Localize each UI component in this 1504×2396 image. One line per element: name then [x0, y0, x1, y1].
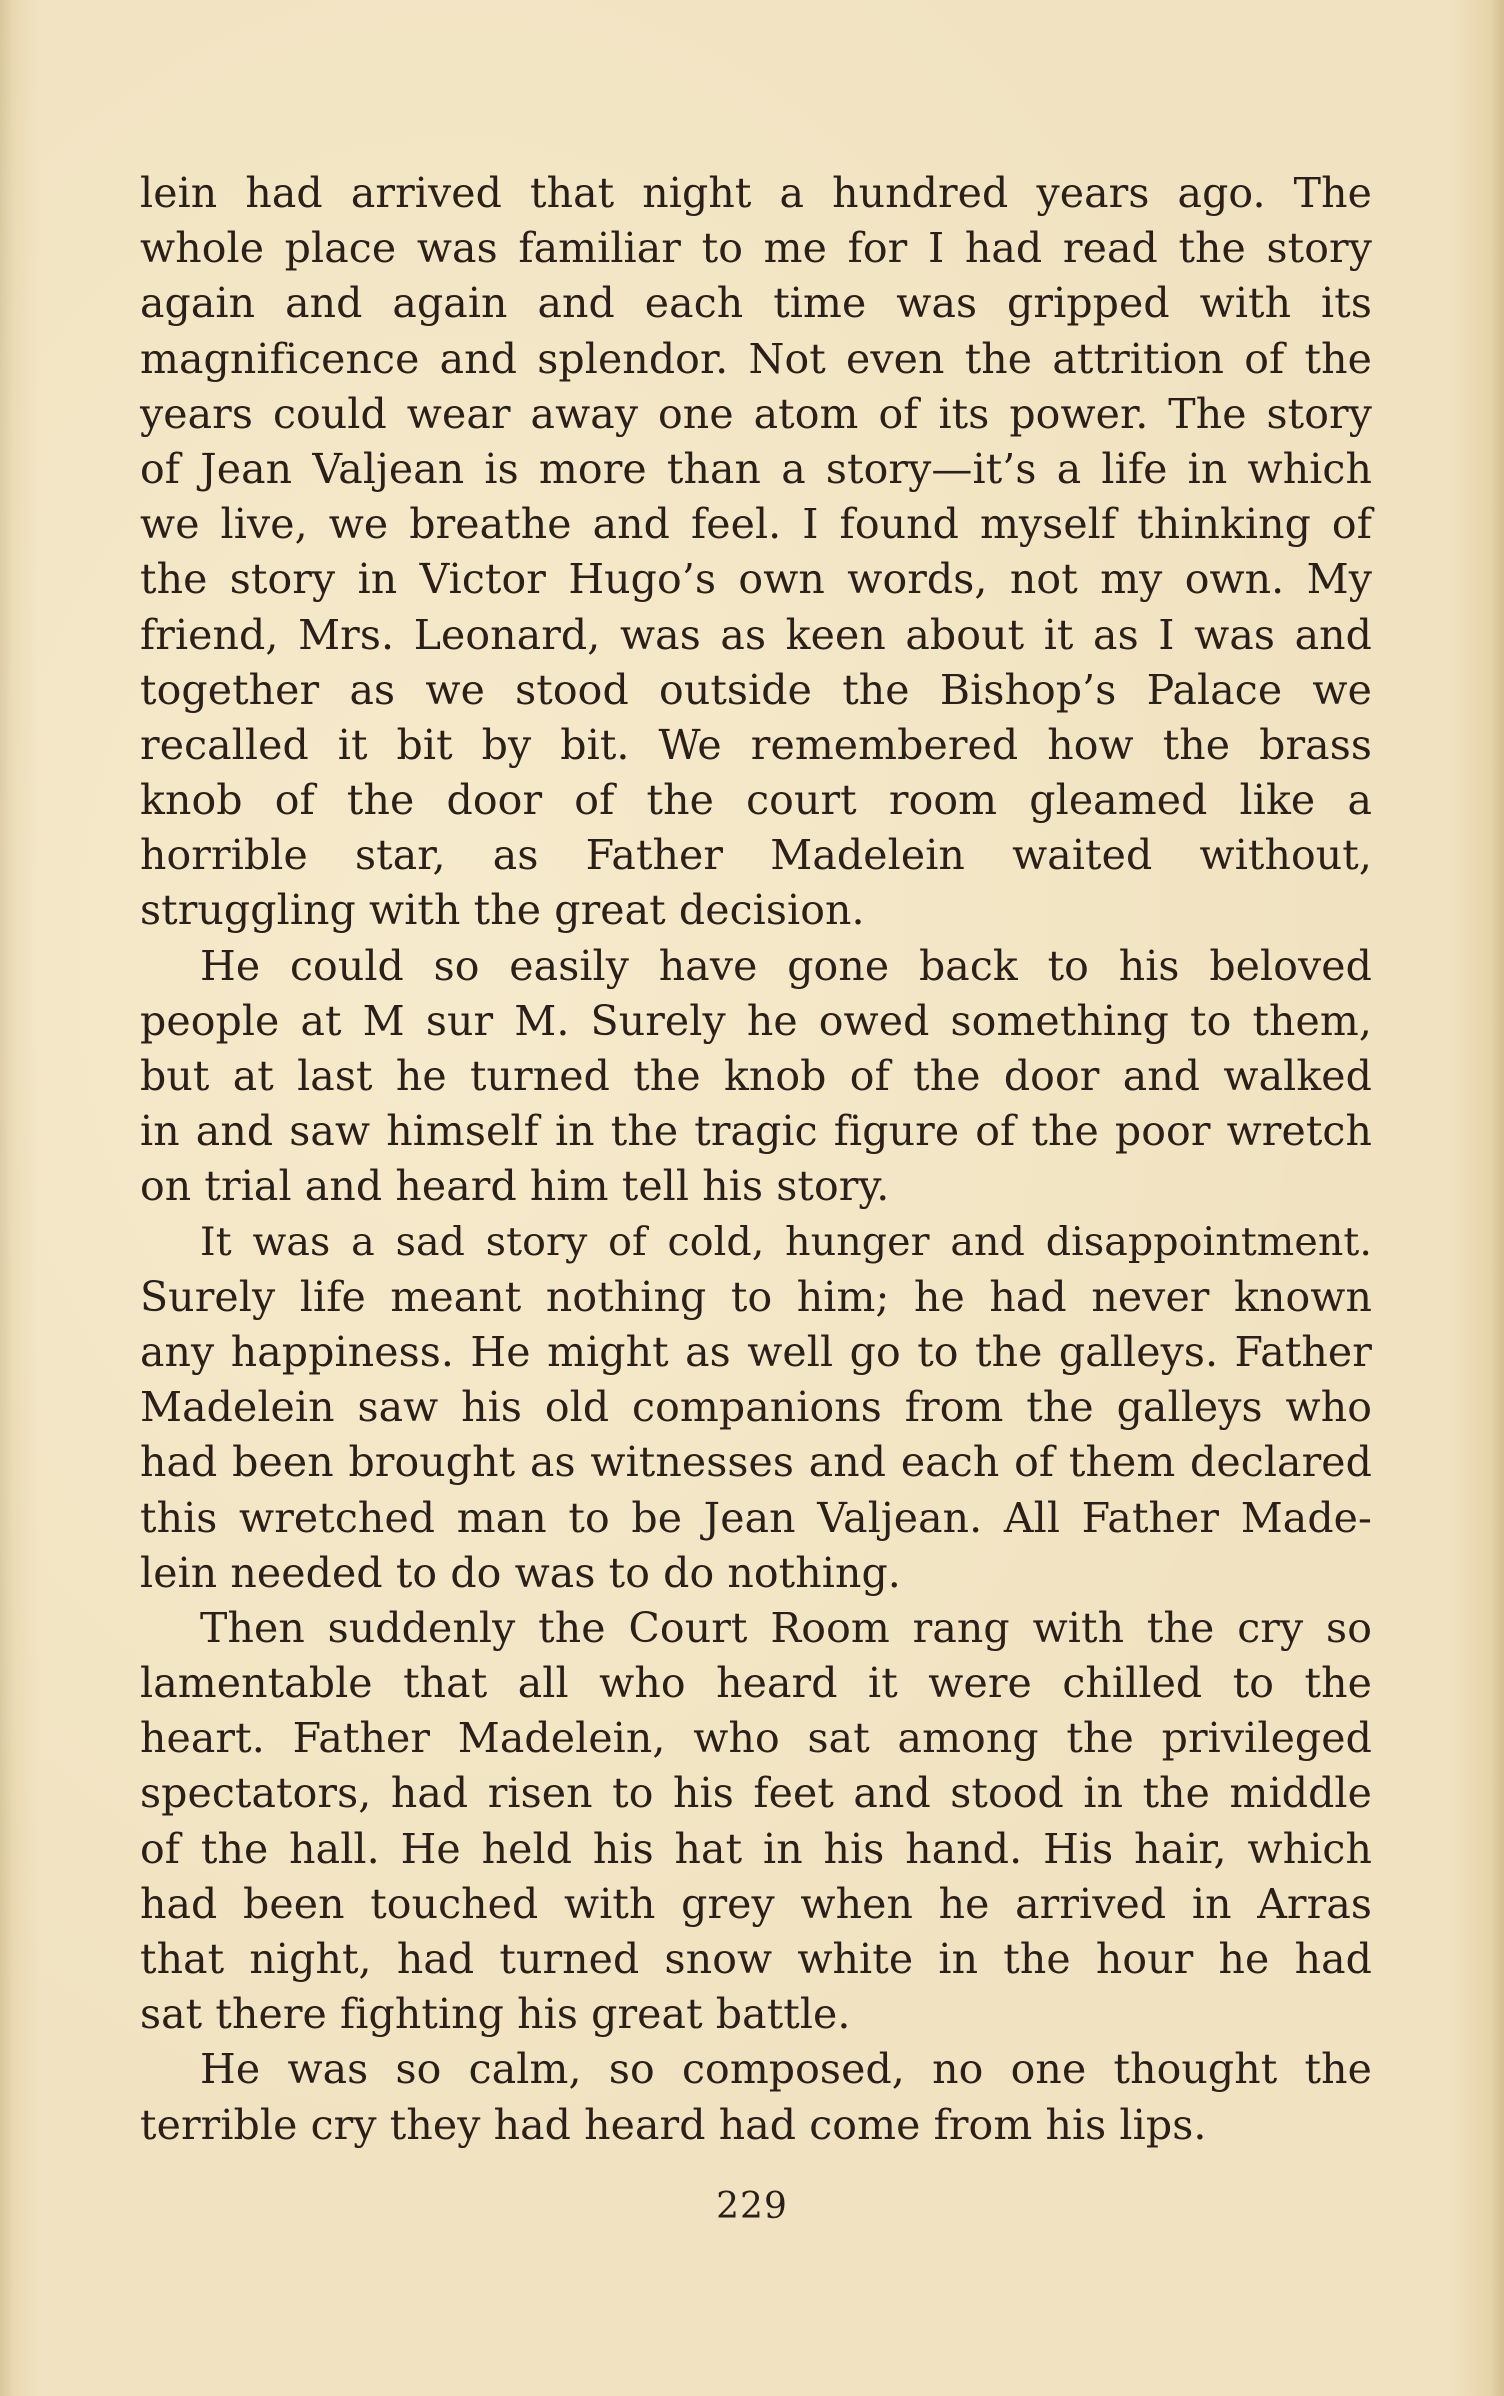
- paragraph: [140, 2042, 1372, 2152]
- text-line: but at last he turned the knob of the door and walked: [140, 1052, 1372, 1100]
- text-line: recalled it bit by bit. We remembered how the brass: [140, 720, 1372, 769]
- text-line: again and again and each time was gripped with its: [140, 279, 1372, 328]
- text-line: Madelein saw his old companions from the galleys who: [140, 1383, 1372, 1432]
- paragraph: [140, 166, 1372, 939]
- text-line: It was a sad story of cold, hunger and disappointment.: [200, 1218, 1372, 1265]
- text-line: together as we stood outside the Bishop’s Palace we: [140, 665, 1372, 714]
- body-text: [140, 166, 1372, 2153]
- text-line: horrible star, as Father Madelein waited without,: [140, 831, 1372, 880]
- text-line: magnificence and splendor. Not even the attrition of the: [140, 334, 1372, 383]
- paragraph: [140, 939, 1372, 1215]
- text-line: whole place was familiar to me for I had read the story: [140, 224, 1372, 273]
- paragraph: [140, 1215, 1372, 1601]
- text-line: that night, had turned snow white in the hour he had: [140, 1935, 1372, 1983]
- text-line: of Jean Valjean is more than a story—it’s a life in which: [140, 444, 1372, 493]
- text-line: of the hall. He held his hat in his hand. His hair, which: [140, 1824, 1372, 1873]
- text-line: knob of the door of the court room gleamed like a: [140, 776, 1372, 825]
- text-line: heart. Father Madelein, who sat among the privileged: [140, 1714, 1372, 1763]
- text-line: friend, Mrs. Leonard, was as keen about it as I was and: [140, 610, 1372, 659]
- text-line: lamentable that all who heard it were chilled to the: [140, 1659, 1372, 1708]
- text-line: Then suddenly the Court Room rang with the cry so: [200, 1603, 1372, 1652]
- text-line: lein had arrived that night a hundred years ago. The: [140, 169, 1372, 217]
- text-line: years could wear away one atom of its power. The story: [140, 389, 1372, 438]
- text-line: any happiness. He might as well go to the galleys. Father: [140, 1327, 1372, 1376]
- page-number: 229: [716, 2186, 788, 2227]
- text-line: in and saw himself in the tragic figure of the poor wretch: [140, 1107, 1372, 1156]
- text-line: He could so easily have gone back to his beloved: [200, 941, 1372, 990]
- text-line: sat there fighting his great battle.: [140, 1990, 851, 2039]
- text-line: lein needed to do was to do nothing.: [140, 1548, 901, 1597]
- text-line: terrible cry they had heard had come from his lips.: [140, 2100, 1207, 2149]
- text-line: had been touched with grey when he arrived in Arras: [140, 1879, 1372, 1928]
- text-line: He was so calm, so composed, no one thought the: [200, 2045, 1372, 2094]
- text-line: spectators, had risen to his feet and stood in the middle: [140, 1769, 1372, 1818]
- text-line: on trial and heard him tell his story.: [140, 1162, 890, 1211]
- text-line: this wretched man to be Jean Valjean. All Father Made-: [140, 1493, 1372, 1542]
- text-line: struggling with the great decision.: [140, 886, 865, 935]
- text-line: people at M sur M. Surely he owed something to them,: [140, 996, 1372, 1045]
- paragraph: [140, 1601, 1372, 2043]
- text-line: we live, we breathe and feel. I found myself thinking of: [140, 500, 1372, 549]
- text-line: the story in Victor Hugo’s own words, not my own. My: [140, 555, 1372, 604]
- text-line: had been brought as witnesses and each of them declared: [140, 1438, 1372, 1487]
- text-line: Surely life meant nothing to him; he had never known: [140, 1272, 1372, 1321]
